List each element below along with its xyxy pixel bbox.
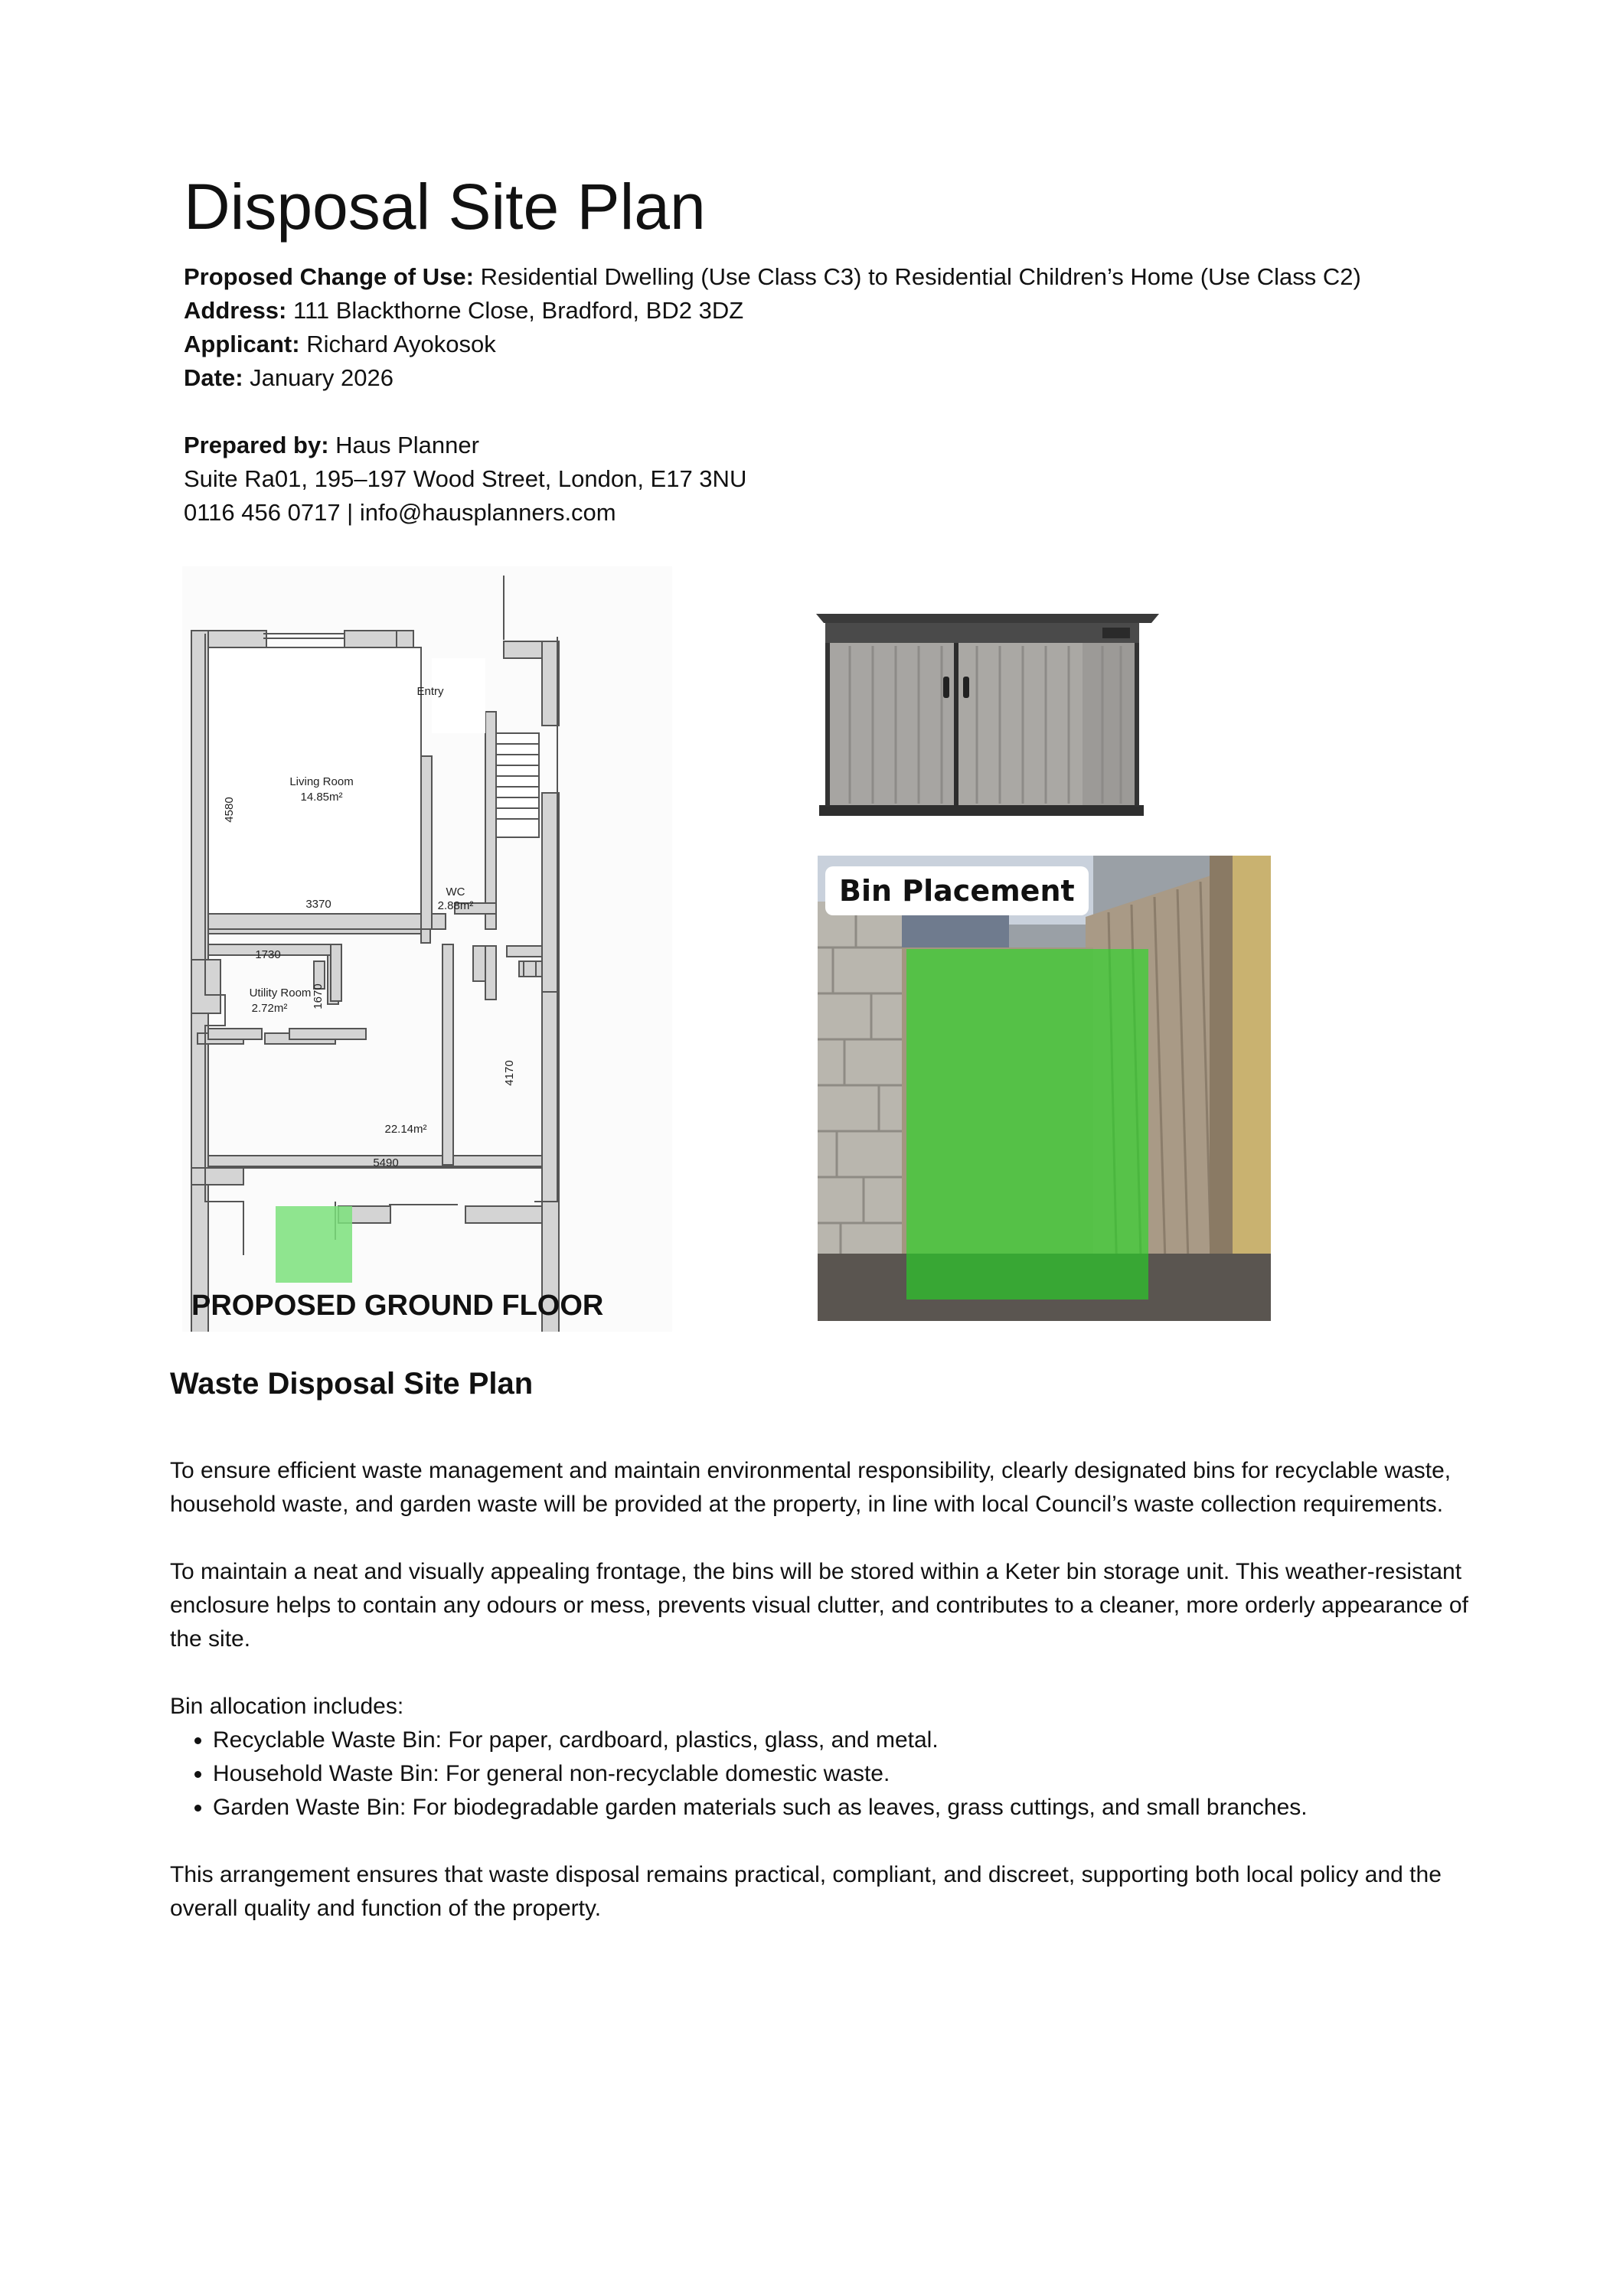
applicant-row: Applicant: Richard Ayokosok: [184, 331, 496, 357]
paragraph-conclusion: This arrangement ensures that waste disposal remains practical, compliant, and discreet, supporting both local policy and the overall quality and function of the property.: [170, 1862, 1442, 1921]
bin-allocation-list: [170, 1724, 1487, 1825]
floor-plan: [182, 566, 672, 1332]
label-wc-area: 2.88m²: [437, 899, 474, 912]
floor-plan-heading: PROPOSED GROUND FLOOR: [191, 1290, 604, 1322]
prepared-by-row: Prepared by: Haus Planner: [184, 432, 479, 458]
paragraph-bin-storage: To maintain a neat and visually appealing frontage, the bins will be stored within a Keter bin storage unit. This weather-resistant enclosure helps to contain any odours or mess, prevents visual clutter, and contributes to a cleaner, more orderly appearance of the site.: [170, 1559, 1468, 1652]
bin-allocation-intro: Bin allocation includes:: [170, 1694, 404, 1719]
bin-placement-photo: [818, 856, 1271, 1321]
stairs: [493, 733, 539, 837]
bin-placement-highlight: [906, 949, 1148, 1300]
list-item: • Garden Waste Bin: For biodegradable garden materials such as leaves, grass cuttings, and small branches.: [213, 1791, 1487, 1825]
bin-placement-label: Bin Placement: [825, 866, 1089, 915]
prepared-address: Suite Ra01, 195–197 Wood Street, London, E17 3NU: [184, 465, 747, 492]
section-heading: Waste Disposal Site Plan: [170, 1367, 534, 1401]
dim-3370: 3370: [305, 898, 331, 911]
list-item: • Recyclable Waste Bin: For paper, cardboard, plastics, glass, and metal.: [213, 1724, 1487, 1757]
list-item: • Household Waste Bin: For general non-recyclable domestic waste.: [213, 1757, 1487, 1791]
address-row: Address: 111 Blackthorne Close, Bradford, BD2 3DZ: [184, 297, 744, 324]
date-row: Date: January 2026: [184, 364, 394, 391]
dim-4170: 4170: [503, 1060, 516, 1086]
label-utility-room: Utility Room: [249, 987, 312, 1000]
dim-1730: 1730: [255, 948, 281, 961]
project-details: [184, 260, 1361, 530]
dim-4580: 4580: [223, 797, 236, 823]
spacer: [184, 395, 1361, 429]
change-of-use-row: Proposed Change of Use: Residential Dwelling (Use Class C3) to Residential Children’s Home (Use Class C2): [184, 263, 1361, 290]
page-title: Disposal Site Plan: [184, 171, 706, 243]
label-utility-area: 2.72m²: [251, 1002, 288, 1015]
paragraph-waste-management: To ensure efficient waste management and maintain environmental responsibility, clearly designated bins for recyclable waste, household waste, and garden waste will be provided at the property, in line with local Council’s waste collection requirements.: [170, 1458, 1452, 1517]
label-living-area: 14.85m²: [300, 791, 343, 804]
dim-1670: 1670: [312, 983, 325, 1009]
label-wc: WC: [446, 885, 465, 899]
bin-storage-image: [812, 597, 1164, 827]
label-entry: Entry: [416, 685, 444, 698]
bin-location-marker: [276, 1206, 352, 1283]
label-living-room: Living Room: [289, 775, 354, 788]
prepared-contact: 0116 456 0717 | info@hausplanners.com: [184, 499, 616, 526]
dim-5490: 5490: [373, 1156, 399, 1169]
label-kitchen-area: 22.14m²: [384, 1123, 427, 1136]
section-body: [170, 1454, 1487, 1959]
